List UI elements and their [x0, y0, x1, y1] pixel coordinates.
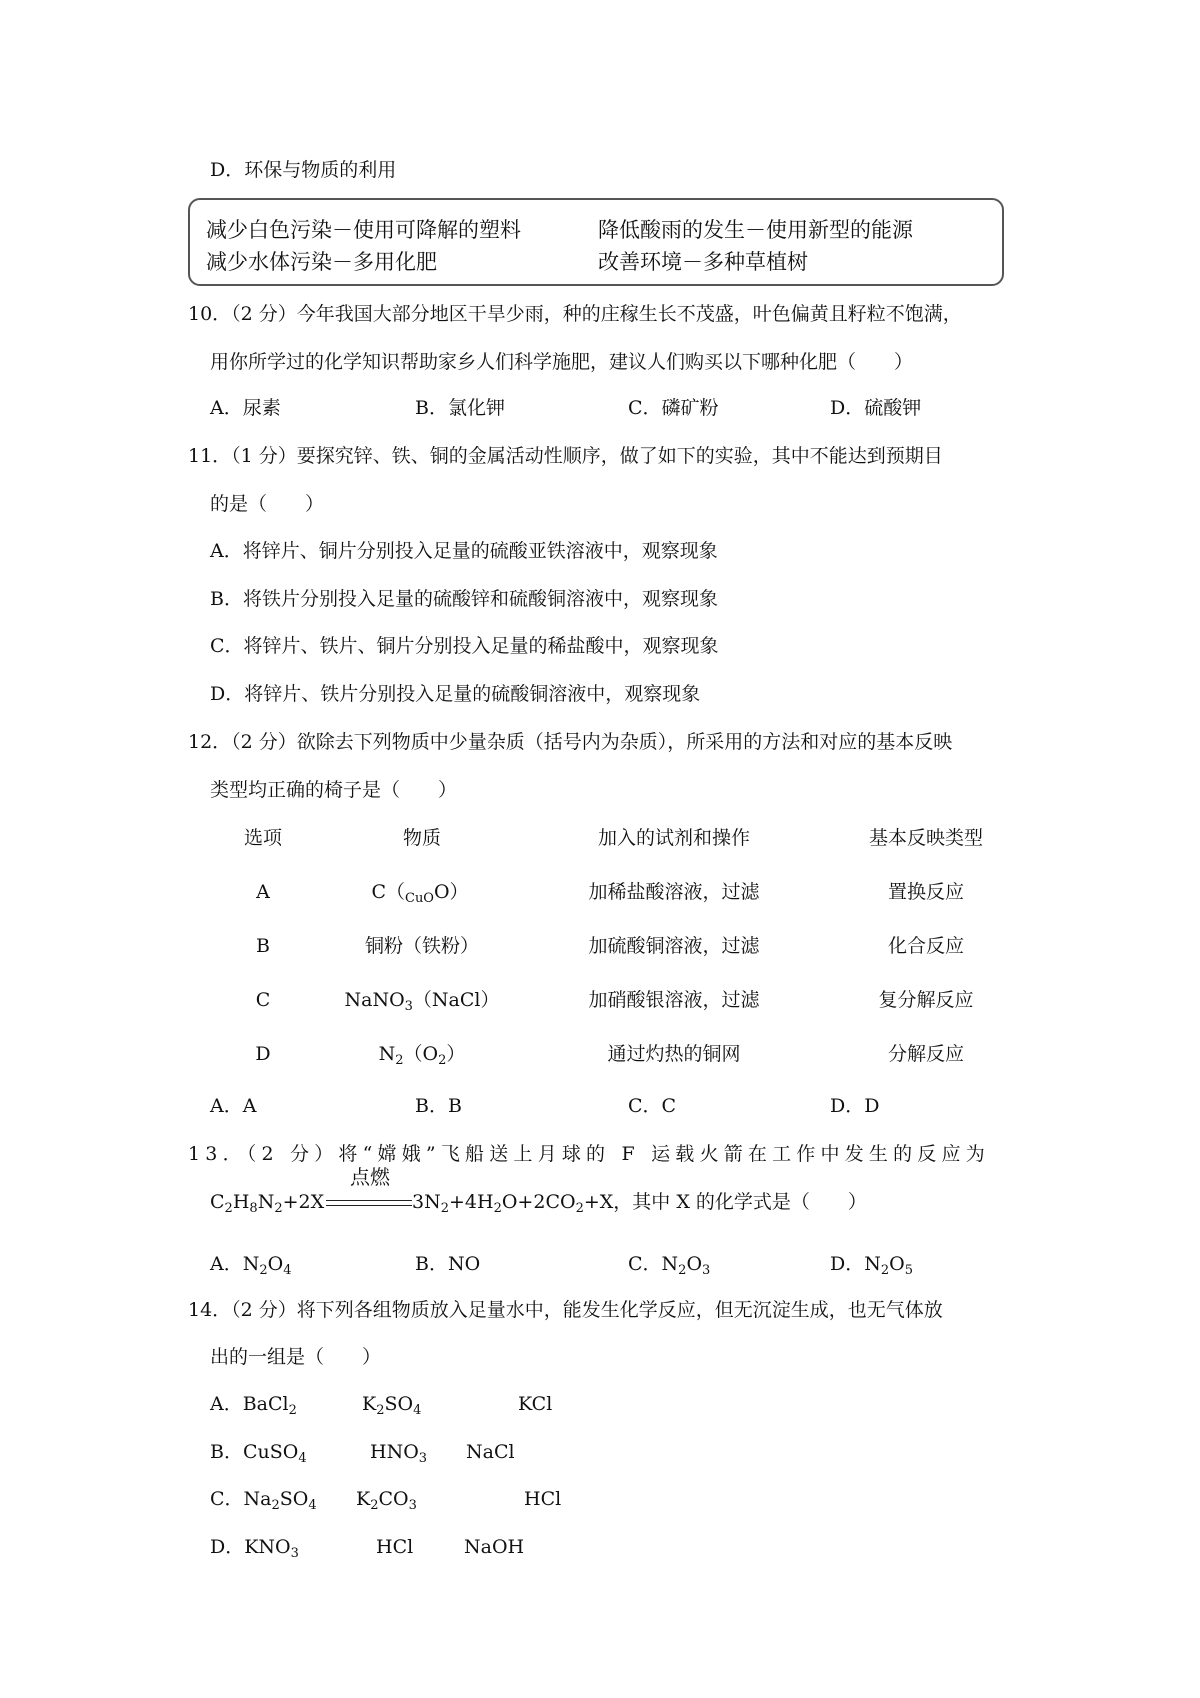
row-d-a: N	[378, 1043, 396, 1065]
row-b-option: B	[256, 935, 270, 957]
row-a-option: A	[256, 881, 270, 903]
q10-option-c: C．磷矿粉	[628, 397, 719, 419]
box-left-2: 减少水体污染－多用化肥	[206, 250, 437, 274]
q13-option-b: B．NO	[415, 1253, 481, 1275]
row-d-d: 2	[438, 1053, 447, 1068]
q10-line2: 用你所学过的化学知识帮助家乡人们科学施肥，建议人们购买以下哪种化肥（ ）	[210, 351, 914, 373]
row-d-option: D	[255, 1043, 271, 1065]
reaction-condition: 点燃	[350, 1165, 390, 1189]
row-c-option: C	[255, 989, 271, 1011]
row-c-substance	[344, 988, 499, 1012]
row-d-b: 2	[395, 1053, 404, 1068]
row-a-sub1: C（	[371, 881, 405, 903]
table-header-substance: 物质	[402, 827, 442, 849]
row-c-c: （NaCl）	[412, 989, 500, 1011]
q12-option-a: A．A	[210, 1095, 257, 1117]
row-a-operation: 加稀盐酸溶液，过滤	[588, 881, 760, 903]
row-c-type: 复分解反应	[878, 989, 974, 1011]
q11-option-b: B．将铁片分别投入足量的硫酸锌和硫酸铜溶液中，观察现象	[210, 588, 718, 610]
q14-line1: 14．（2 分）将下列各组物质放入足量水中，能发生化学反应，但无沉淀生成，也无气体放	[188, 1299, 943, 1321]
q13-line1: 13．（2 分）将“嫦娥”飞船送上月球的 F 运载火箭在工作中发生的反应为	[188, 1143, 990, 1165]
equals-sign	[326, 1200, 412, 1206]
row-d-e: ）	[446, 1043, 466, 1065]
row-d-c: （O	[403, 1043, 439, 1065]
q12-line1: 12．（2 分）欲除去下列物质中少量杂质（括号内为杂质），所采用的方法和对应的基本反映	[188, 731, 953, 753]
q9-info-box	[188, 198, 1004, 286]
q14-line2: 出的一组是（ ）	[210, 1346, 382, 1368]
q10-line1: 10．（2 分）今年我国大部分地区干旱少雨，种的庄稼生长不茂盛，叶色偏黄且籽粒不饱满，	[188, 303, 962, 325]
table-header-operation: 加入的试剂和操作	[597, 827, 751, 849]
row-a-sub3: O）	[433, 881, 469, 903]
table-header-option: 选项	[243, 827, 283, 849]
q12-option-b: B．B	[415, 1095, 462, 1117]
row-d-type: 分解反应	[887, 1043, 965, 1065]
q11-option-d: D．将锌片、铁片分别投入足量的硫酸铜溶液中，观察现象	[210, 683, 701, 705]
q12-option-c: C．C	[628, 1095, 677, 1117]
q13-equation-left: $C_2H_8N_2+2X$	[210, 1191, 325, 1216]
q13-option-c: C．$N_2O_3$	[628, 1253, 711, 1278]
box-right-1: 降低酸雨的发生－使用新型的能源	[598, 218, 913, 242]
box-right-2: 改善环境－多种草植树	[598, 250, 808, 274]
q11-option-c: C．将锌片、铁片、铜片分别投入足量的稀盐酸中，观察现象	[210, 635, 719, 657]
row-b-substance: 铜粉（铁粉）	[364, 935, 480, 957]
q13-option-d: D．$N_2O_5$	[830, 1253, 913, 1278]
row-d-operation: 通过灼热的铜网	[607, 1043, 741, 1065]
row-b-type: 化合反应	[887, 935, 965, 957]
row-a-sub2: CuO	[404, 891, 434, 906]
q11-line1: 11．（1 分）要探究锌、铁、铜的金属活动性顺序，做了如下的实验，其中不能达到预期目	[188, 445, 943, 467]
q13-equation-right: $3N_2+4H_2O+2CO_2+X$，其中 X 的化学式是（ ）	[412, 1191, 867, 1216]
row-b-operation: 加硫酸铜溶液，过滤	[588, 935, 760, 957]
row-d-substance	[379, 1042, 466, 1066]
q12-option-d: D．D	[830, 1095, 880, 1117]
q11-option-a: A．将锌片、铜片分别投入足量的硫酸亚铁溶液中，观察现象	[210, 540, 718, 562]
q12-line2: 类型均正确的椅子是（ ）	[210, 779, 458, 801]
q10-option-a: A．尿素	[210, 397, 281, 419]
box-left-1: 减少白色污染－使用可降解的塑料	[206, 218, 521, 242]
q9-option-d: D．环保与物质的利用	[210, 159, 397, 181]
row-a-substance	[371, 880, 468, 904]
row-c-b: 3	[404, 999, 413, 1014]
q11-line2: 的是（ ）	[210, 493, 325, 515]
row-c-operation: 加硝酸银溶液，过滤	[588, 989, 760, 1011]
q10-option-d: D．硫酸钾	[830, 397, 922, 419]
table-header-type: 基本反映类型	[868, 827, 984, 849]
q13-option-a: A．$N_2O_4$	[210, 1253, 292, 1278]
q10-option-b: B．氯化钾	[415, 397, 505, 419]
row-c-a: NaNO	[344, 989, 405, 1011]
row-a-type: 置换反应	[887, 881, 965, 903]
